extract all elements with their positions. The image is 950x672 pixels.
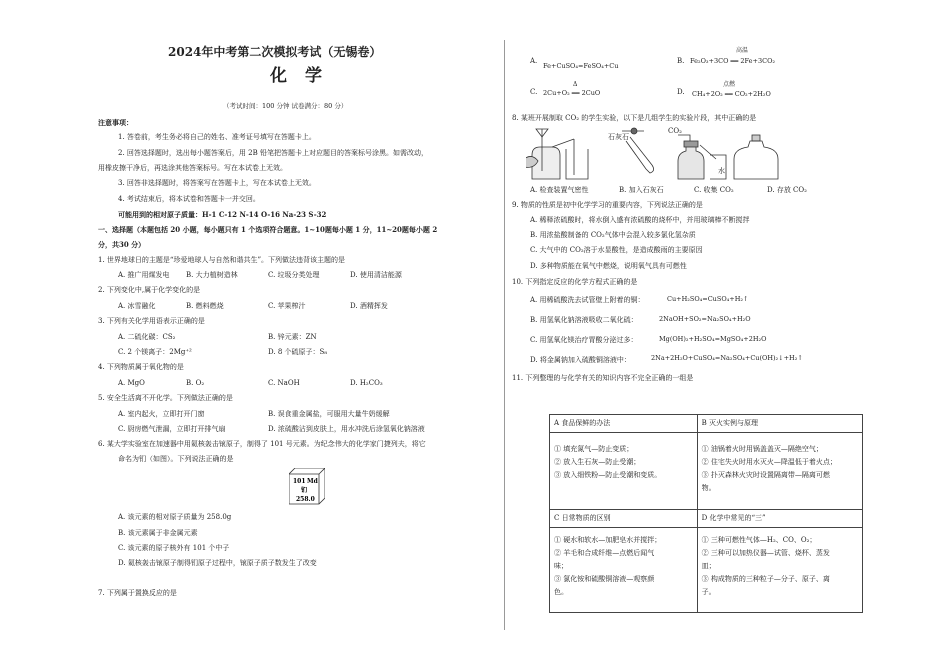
q10-option-a: A. 用稀硫酸洗去试管壁上附着的铜： [530, 296, 645, 304]
cell-number: 101 [293, 478, 306, 485]
q3-option-c: C. 2 个镁离子：2Mg⁺² [118, 348, 192, 356]
q10-option-a-eq: Cu+H₂SO₄=CuSO₄+H₂↑ [667, 295, 749, 303]
q7-option-d-eq: CH₄+2O₂ ══ CO₂+2H₂O [692, 90, 771, 98]
q9-stem: 9. 物质的性质是初中化学学习的重要内容，下列说法正确的是 [512, 201, 703, 209]
note-item: 用橡皮擦干净后，再选涂其他答案标号。写在本试卷上无效。 [98, 164, 287, 172]
q2-option-a: A. 冰雪融化 [118, 302, 156, 310]
q1-option-d: D. 使用清洁能源 [350, 271, 402, 279]
q8-option-c: C. 收集 CO₂ [694, 186, 734, 194]
q1-option-b: B. 大力植树造林 [186, 271, 238, 279]
q9-option-b: B. 用浓盐酸制备的 CO₂气体中会混入较多氯化氢杂质 [530, 231, 696, 239]
q11-cell-d [697, 528, 862, 613]
q8-option-d: D. 存放 CO₂ [767, 186, 807, 194]
q7-option-c-label: C. [530, 88, 538, 96]
q9-option-d: D. 多种物质能在氧气中燃烧，说明氧气具有可燃性 [530, 262, 687, 270]
q7-option-a-eq: Fe+CuSO₄=FeSO₄+Cu [543, 62, 619, 70]
q4-option-c: C. NaOH [268, 379, 300, 387]
label-co2: CO₂ [668, 127, 682, 135]
q7-option-b-label: B. [677, 57, 685, 65]
q10-option-c-eq: Mg(OH)₂+H₂SO₄=MgSO₄+2H₂O [659, 335, 767, 343]
column-divider [504, 40, 505, 630]
apparatus-d [734, 135, 778, 179]
q11-c-item: 色。 [554, 588, 568, 596]
q5-option-a: A. 室内起火，立即打开门窗 [118, 410, 205, 418]
q2-stem: 2. 下列变化中,属于化学变化的是 [98, 286, 201, 294]
q5-option-d: D. 浓硫酸沾到皮肤上，用水冲洗后涂氢氧化钠溶液 [268, 425, 425, 433]
q8-option-b: B. 加入石灰石 [619, 186, 664, 194]
q6-option-b: B. 该元素属于非金属元素 [118, 529, 198, 537]
note-item: 4. 考试结束后，将本试卷和答题卡一并交回。 [118, 195, 260, 203]
note-item: 1. 答卷前，考生务必将自己的姓名、准考证号填写在答题卡上。 [118, 133, 316, 141]
q10-option-b: B. 用氢氧化钠溶液吸收二氧化硫： [530, 316, 638, 324]
q3-option-d: D. 8 个硫原子：S₈ [268, 348, 328, 356]
element-cell-figure [289, 468, 325, 506]
notes-heading: 注意事项： [98, 118, 133, 127]
q11-a-item: ① 填充氮气—防止变质； [554, 445, 634, 453]
q7-option-a-label: A. [530, 57, 538, 65]
q11-head-b: B 灭火实例与原理 [697, 415, 862, 433]
q6-stem-cont: 命名为钔（如图）。下列说法正确的是 [118, 455, 234, 463]
subject-title: 化学 [270, 66, 340, 86]
q11-cell-a [550, 433, 698, 510]
apparatus-b [608, 128, 654, 173]
q1-stem: 1. 世界地球日的主题是“珍爱地球人与自然和谐共生”。下列做法违背该主题的是 [98, 256, 346, 264]
q11-table [549, 414, 863, 613]
apparatus-a [526, 129, 588, 179]
q11-d-item: 皿； [701, 562, 716, 570]
q1-option-c: C. 垃圾分类处理 [268, 271, 320, 279]
q11-stem: 11. 下列整理的与化学有关的知识内容不完全正确的一组是 [512, 374, 694, 382]
q11-d-item: 子。 [701, 588, 716, 596]
q10-option-d: D. 将金属钠加入硫酸铜溶液中： [530, 356, 631, 364]
q3-option-a: A. 二硫化碳：CS₂ [118, 333, 176, 341]
q11-b-item: 物。 [701, 484, 716, 492]
q2-option-d: D. 酒精挥发 [350, 302, 388, 310]
atomic-masses: 可能用到的相对原子质量：H-1 C-12 N-14 O-16 Na-23 S-32 [118, 210, 327, 219]
q11-d-item: ② 三种可以加热仪器—试管、烧杯、蒸发 [701, 549, 830, 557]
q11-b-item: ② 住宅失火时用水灭火—降温低于着火点； [701, 458, 837, 466]
q4-option-d: D. H₂CO₃ [350, 379, 383, 387]
q11-d-item: ③ 构成物质的三种粒子—分子、原子、离 [701, 575, 830, 583]
q3-stem: 3. 下列有关化学用语表示正确的是 [98, 317, 205, 325]
q7-option-b-condition: 高温 [736, 47, 749, 54]
apparatus-c [668, 127, 726, 179]
section-heading: 一、选择题（本题包括 20 小题，每小题只有 1 个选项符合题意。1~10题每小题 1 分，11~20题每小题 2 [98, 225, 438, 234]
q11-cell-c [550, 528, 698, 613]
q8-stem: 8. 某班开展制取 CO₂ 的学生实验，以下是几组学生的实验片段，其中正确的是 [512, 114, 757, 122]
label-water: 水 [718, 167, 725, 175]
q1-option-a: A. 推广用煤发电 [118, 271, 170, 279]
exam-title: 2024年中考第二次模拟考试（无锡卷） [168, 45, 382, 59]
q11-a-item: ② 放入生石灰—防止受潮； [554, 458, 641, 466]
q11-b-item: ① 油锅着火时用锅盖盖灭—隔绝空气； [701, 445, 823, 453]
q11-a-item: ③ 放入细铁粉—防止受潮和变质。 [554, 471, 662, 479]
q3-option-b: B. 锌元素：ZN [268, 333, 317, 341]
label-limestone: 石灰石 [608, 133, 629, 141]
cell-symbol: Md [307, 478, 318, 485]
q5-option-b: B. 误食重金属盐，可服用大量牛奶缓解 [268, 410, 390, 418]
q7-option-c-condition: Δ [573, 81, 578, 88]
q6-option-c: C. 该元素的原子核外有 101 个中子 [118, 544, 230, 552]
q7-option-d-label: D. [677, 88, 685, 96]
q4-option-a: A. MgO [118, 379, 145, 387]
q7-option-b-eq: Fe₂O₃+3CO ══ 2Fe+3CO₂ [690, 57, 776, 65]
q8-option-a: A. 检查装置气密性 [530, 186, 589, 194]
q6-stem: 6. 某大学实验室在加速器中用氦核轰击锿原子，制得了 101 号元素。为纪念伟大的化学家门捷列夫，将它 [98, 440, 426, 448]
q10-stem: 10. 下列指定反应的化学方程式正确的是 [512, 278, 638, 286]
q7-stem: 7. 下列属于置换反应的是 [98, 589, 177, 597]
q8-apparatus-figure [526, 125, 826, 183]
note-item: 3. 回答非选择题时，将答案写在答题卡上，写在本试卷上无效。 [118, 179, 316, 187]
q9-option-a: A. 稀释浓硫酸时，将水倒入盛有浓硫酸的烧杯中，并用玻璃棒不断搅拌 [530, 216, 750, 224]
cell-name: 钔 [301, 487, 308, 494]
q11-cell-b [697, 433, 862, 510]
q7-option-d-condition: 点燃 [723, 81, 736, 88]
q9-option-c: C. 大气中的 CO₂溶于水显酸性，是造成酸雨的主要原因 [530, 246, 703, 254]
note-item: 2. 回答选择题时，选出每小题答案后，用 2B 铅笔把答题卡上对应题目的答案标号涂黑。如需改动， [118, 149, 428, 157]
q5-option-c: C. 厨房燃气泄漏，立即打开排气扇 [118, 425, 226, 433]
q10-option-c: C. 用氢氧化镁治疗胃酸分泌过多： [530, 336, 638, 344]
q2-option-b: B. 燃料燃烧 [186, 302, 224, 310]
q10-option-d-eq: 2Na+2H₂O+CuSO₄=Na₂SO₄+Cu(OH)₂↓+H₂↑ [651, 354, 803, 362]
q2-option-c: C. 苹果榨汁 [268, 302, 306, 310]
q11-c-item: ① 硬水和软水—加肥皂水并搅拌； [554, 536, 662, 544]
exam-info: （考试时间：100 分钟 试卷满分：80 分） [223, 102, 348, 110]
q4-stem: 4. 下列物质属于氧化物的是 [98, 363, 184, 371]
q4-option-b: B. O₂ [186, 379, 205, 387]
section-heading-cont: 分，共30 分） [98, 240, 146, 249]
q11-d-item: ① 三种可燃性气体—H₂、CO、O₂； [701, 536, 817, 544]
q11-head-d: D 化学中常见的“三” [697, 510, 862, 528]
q11-c-item: 味； [554, 562, 568, 570]
q5-stem: 5. 安全生活离不开化学。下列做法正确的是 [98, 394, 233, 402]
q11-b-item: ③ 扑灭森林火灾时设置隔离带—隔离可燃 [701, 471, 830, 479]
q11-c-item: ③ 氯化铵和硫酸铜溶液—观察颜 [554, 575, 655, 583]
cell-mass: 258.0 [296, 496, 315, 503]
q6-option-a: A. 该元素的相对原子质量为 258.0g [118, 513, 232, 521]
q11-head-c: C 日常物质的区别 [550, 510, 698, 528]
q11-head-a: A 食品保鲜的办法 [550, 415, 698, 433]
q6-option-d: D. 氦核轰击锿原子制得钔原子过程中，锿原子质子数发生了改变 [118, 559, 317, 567]
q11-c-item: ② 羊毛和合成纤维—点燃后闻气 [554, 549, 655, 557]
q7-option-c-eq: 2Cu+O₂ ══ 2CuO [543, 89, 601, 97]
q10-option-b-eq: 2NaOH+SO₂=Na₂SO₄+H₂O [659, 315, 751, 323]
